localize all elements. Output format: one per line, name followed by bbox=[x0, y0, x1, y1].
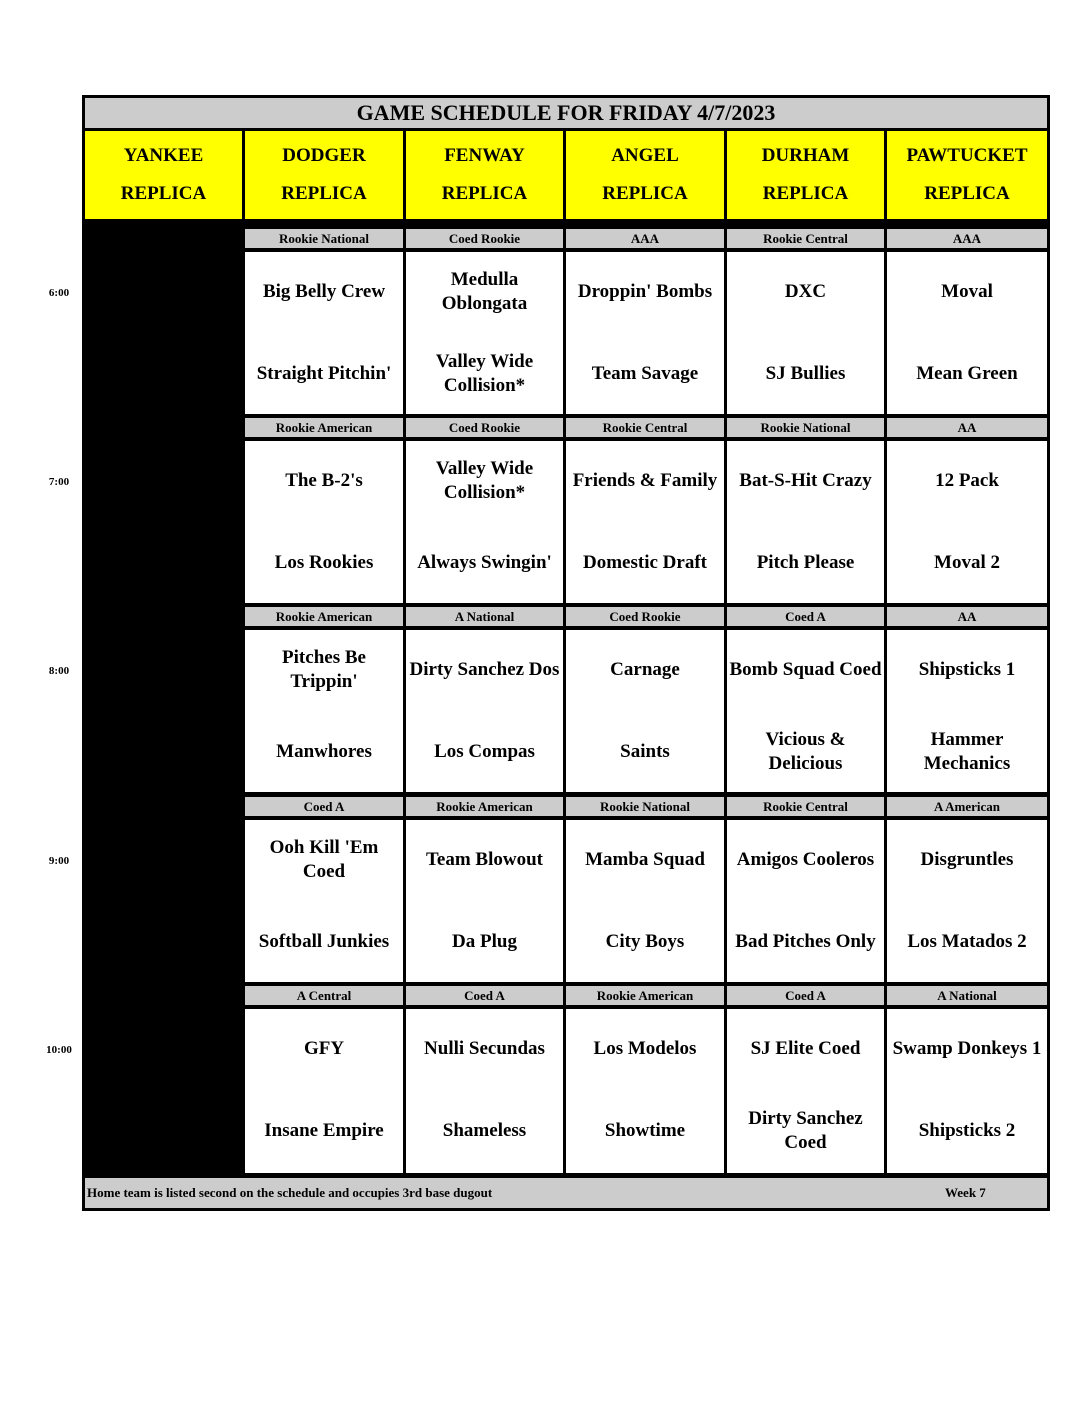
away-team: Mamba Squad bbox=[585, 849, 705, 870]
home-team: Los Matados 2 bbox=[907, 931, 1027, 952]
field-name: PAWTUCKET bbox=[906, 145, 1028, 166]
game-cell bbox=[887, 1009, 1047, 1173]
home-team: Straight Pitchin' bbox=[256, 363, 392, 384]
game-cell bbox=[245, 441, 403, 603]
home-team: Bad Pitches Only bbox=[735, 931, 876, 952]
away-team: Valley Wide Collision* bbox=[435, 458, 534, 503]
game-cell bbox=[245, 820, 403, 982]
away-team: Nulli Secundas bbox=[424, 1038, 545, 1059]
game-cell bbox=[727, 441, 884, 603]
field-name: FENWAY bbox=[444, 145, 525, 166]
field-name: ANGEL bbox=[611, 145, 679, 166]
game-cell bbox=[566, 630, 724, 792]
game-cell bbox=[727, 252, 884, 414]
home-team: Da Plug bbox=[452, 931, 517, 952]
away-team: Swamp Donkeys 1 bbox=[892, 1038, 1042, 1059]
home-team: Shipsticks 2 bbox=[918, 1120, 1016, 1141]
home-team: Insane Empire bbox=[264, 1120, 384, 1141]
home-team: Manwhores bbox=[276, 741, 372, 762]
home-team: Domestic Draft bbox=[583, 552, 707, 573]
away-team: Big Belly Crew bbox=[262, 281, 386, 302]
game-cell bbox=[406, 630, 563, 792]
game-cell bbox=[727, 630, 884, 792]
league-label: Rookie Central bbox=[566, 418, 724, 437]
away-team: Moval bbox=[941, 281, 993, 302]
league-label: Coed A bbox=[727, 607, 884, 626]
field-header-yankee bbox=[85, 131, 242, 219]
home-team: Valley Wide Collision* bbox=[435, 351, 534, 396]
home-team: Shameless bbox=[442, 1120, 527, 1141]
field-header-angel bbox=[566, 131, 724, 219]
league-label: A National bbox=[406, 607, 563, 626]
league-label: A Central bbox=[245, 986, 403, 1005]
game-cell bbox=[406, 1009, 563, 1173]
away-team: Dirty Sanchez Dos bbox=[409, 659, 560, 680]
league-label: Rookie National bbox=[245, 229, 403, 248]
field-sub: REPLICA bbox=[441, 183, 528, 204]
game-cell bbox=[887, 820, 1047, 982]
home-team: Pitch Please bbox=[756, 552, 855, 573]
home-team: Mean Green bbox=[916, 363, 1018, 384]
away-team: Pitches Be Trippin' bbox=[282, 647, 366, 692]
league-label: AAA bbox=[566, 229, 724, 248]
away-team: 12 Pack bbox=[935, 470, 999, 491]
home-team: Los Compas bbox=[434, 741, 535, 762]
game-cell bbox=[566, 1009, 724, 1173]
league-label: Coed Rookie bbox=[566, 607, 724, 626]
game-cell bbox=[245, 630, 403, 792]
league-label: Rookie American bbox=[245, 418, 403, 437]
game-cell bbox=[245, 1009, 403, 1173]
away-team: Ooh Kill 'Em Coed bbox=[269, 837, 379, 882]
league-label: Coed Rookie bbox=[406, 418, 563, 437]
game-cell bbox=[406, 820, 563, 982]
home-team: Moval 2 bbox=[934, 552, 1000, 573]
home-team: Hammer Mechanics bbox=[923, 729, 1011, 774]
field-sub: REPLICA bbox=[924, 183, 1010, 204]
away-team: SJ Elite Coed bbox=[750, 1038, 861, 1059]
field-name: DURHAM bbox=[761, 145, 850, 166]
field-header-durham bbox=[727, 131, 884, 219]
away-team: Bat-S-Hit Crazy bbox=[739, 470, 872, 491]
league-label: AA bbox=[887, 418, 1047, 437]
home-team: Dirty Sanchez Coed bbox=[748, 1108, 863, 1153]
league-label: Rookie National bbox=[566, 797, 724, 816]
field-sub: REPLICA bbox=[602, 183, 688, 204]
away-team: Medulla Oblongata bbox=[441, 269, 528, 314]
field-sub: REPLICA bbox=[762, 183, 849, 204]
league-label: Coed Rookie bbox=[406, 229, 563, 248]
schedule-title: GAME SCHEDULE FOR FRIDAY 4/7/2023 bbox=[85, 98, 1047, 128]
field-sub: REPLICA bbox=[120, 183, 207, 204]
schedule-footer bbox=[85, 1178, 1047, 1208]
away-team: Bomb Squad Coed bbox=[729, 659, 882, 680]
home-team: Vicious & Delicious bbox=[765, 729, 846, 774]
away-team: Team Blowout bbox=[425, 849, 543, 870]
game-cell bbox=[245, 252, 403, 414]
game-cell bbox=[727, 1009, 884, 1173]
league-label: AAA bbox=[887, 229, 1047, 248]
game-cell bbox=[887, 630, 1047, 792]
league-label: Rookie National bbox=[727, 418, 884, 437]
away-team: The B-2's bbox=[285, 470, 363, 491]
field-header-fenway bbox=[406, 131, 563, 219]
game-cell bbox=[887, 441, 1047, 603]
home-team: Softball Junkies bbox=[258, 931, 390, 952]
time-label: 8:00 bbox=[48, 665, 70, 677]
game-cell bbox=[566, 252, 724, 414]
home-team: Los Rookies bbox=[274, 552, 374, 573]
league-label: A American bbox=[887, 797, 1047, 816]
home-team: City Boys bbox=[605, 931, 685, 952]
game-cell bbox=[566, 441, 724, 603]
away-team: Amigos Cooleros bbox=[736, 849, 875, 870]
time-label: 9:00 bbox=[48, 855, 70, 867]
field-sub: REPLICA bbox=[281, 183, 367, 204]
game-cell bbox=[887, 252, 1047, 414]
week-label: Week 7 bbox=[945, 1185, 986, 1200]
game-cell bbox=[727, 820, 884, 982]
league-label: Coed A bbox=[245, 797, 403, 816]
field-header-dodger bbox=[245, 131, 403, 219]
home-team: Team Savage bbox=[591, 363, 699, 384]
away-team: Droppin' Bombs bbox=[577, 281, 713, 302]
league-label: Rookie American bbox=[406, 797, 563, 816]
league-label: Rookie American bbox=[245, 607, 403, 626]
time-label: 6:00 bbox=[48, 287, 70, 299]
away-team: Shipsticks 1 bbox=[918, 659, 1016, 680]
league-label: Rookie Central bbox=[727, 797, 884, 816]
time-label: 7:00 bbox=[48, 476, 70, 488]
league-label: Rookie Central bbox=[727, 229, 884, 248]
time-label: 10:00 bbox=[46, 1044, 72, 1056]
league-label: Coed A bbox=[727, 986, 884, 1005]
away-team: Los Modelos bbox=[593, 1038, 697, 1059]
league-label: A National bbox=[887, 986, 1047, 1005]
league-label: AA bbox=[887, 607, 1047, 626]
schedule-table bbox=[82, 95, 1050, 1211]
game-cell bbox=[406, 252, 563, 414]
home-team: Saints bbox=[620, 741, 670, 762]
game-cell bbox=[566, 820, 724, 982]
league-label: Coed A bbox=[406, 986, 563, 1005]
field-name: YANKEE bbox=[123, 145, 204, 166]
league-label: Rookie American bbox=[566, 986, 724, 1005]
home-team: Showtime bbox=[604, 1120, 686, 1141]
game-cell bbox=[406, 441, 563, 603]
home-team: SJ Bullies bbox=[765, 363, 846, 384]
field-name: DODGER bbox=[282, 145, 366, 166]
field-header-pawtucket bbox=[887, 131, 1047, 219]
away-team: Carnage bbox=[610, 659, 680, 680]
home-team-note: Home team is listed second on the schedule and occupies 3rd base dugout bbox=[87, 1185, 493, 1200]
away-team: DXC bbox=[784, 281, 827, 302]
away-team: Friends & Family bbox=[572, 470, 718, 491]
home-team: Always Swingin' bbox=[417, 552, 552, 573]
away-team: GFY bbox=[303, 1038, 345, 1059]
away-team: Disgruntles bbox=[920, 849, 1014, 870]
